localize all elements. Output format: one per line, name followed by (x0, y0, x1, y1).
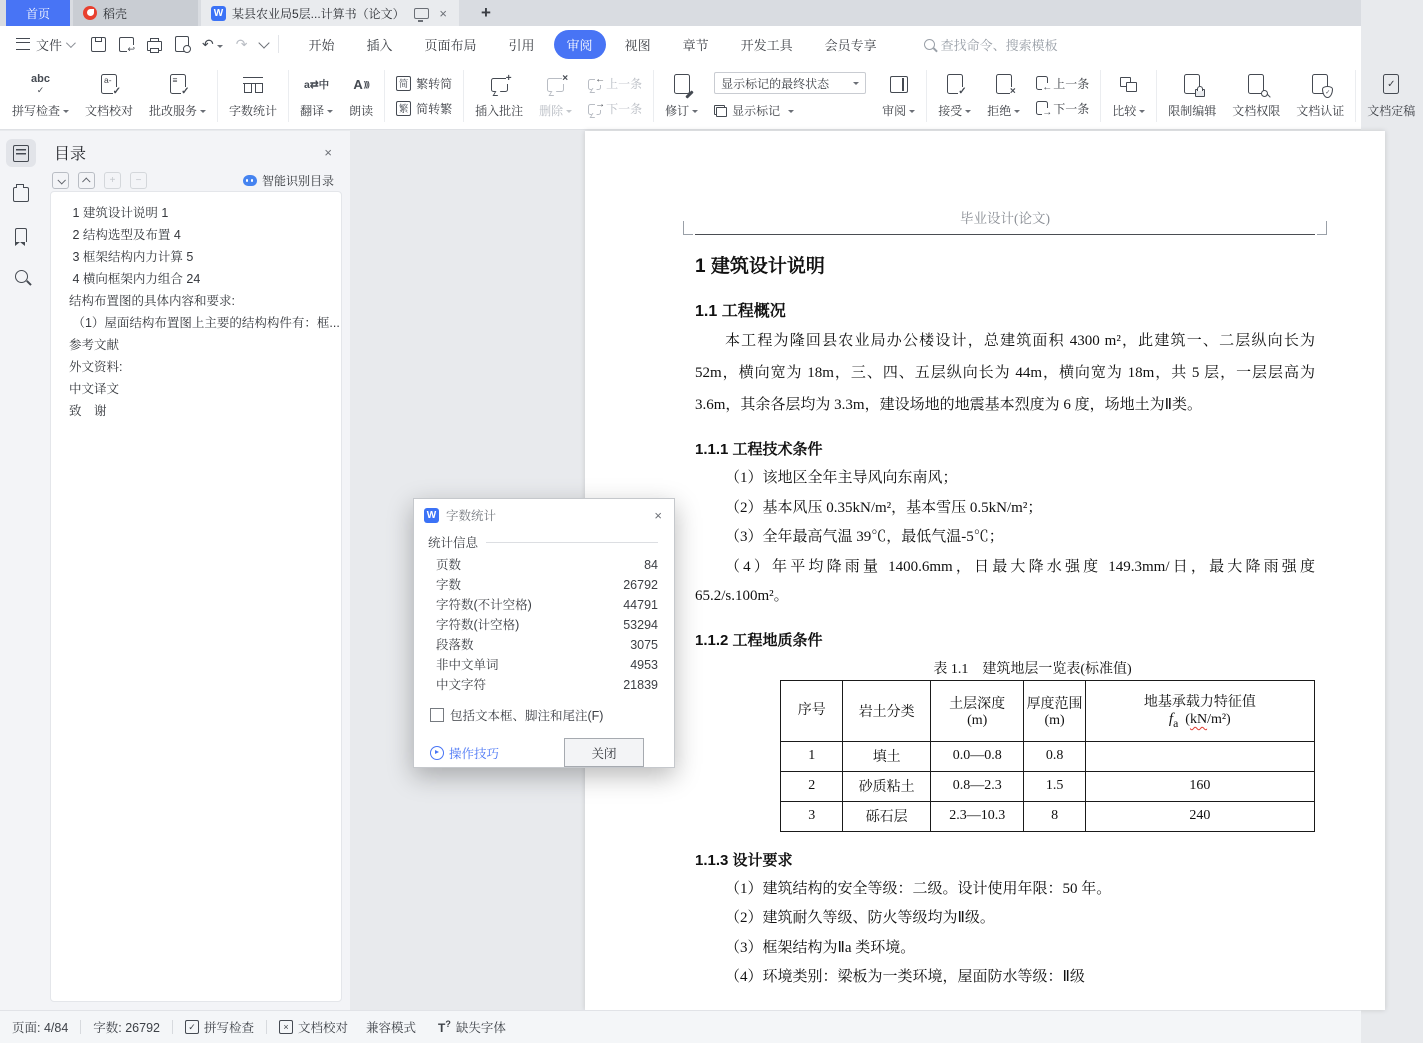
reject-change-icon: × (996, 74, 1012, 94)
toc-item[interactable]: 参考文献 (69, 338, 120, 352)
redo-icon: ↷ (235, 36, 248, 52)
review-service-button[interactable]: ≡ ✓ 批改服务 (141, 67, 214, 125)
compare-button[interactable]: 比较 (1104, 67, 1153, 125)
stat-row (428, 555, 658, 575)
comment-prev-icon: ← (588, 79, 601, 90)
toc-item[interactable]: （1）屋面结构布置图上主要的结构构件有：框... (69, 316, 340, 330)
accept-change-icon: ✓ (947, 74, 963, 94)
read-aloud-icon: A ))) (353, 76, 369, 92)
rail-outline-button[interactable] (6, 180, 36, 208)
stat-label: 字符数(计空格) (436, 618, 520, 632)
toc-item[interactable]: 结构布置图的具体内容和要求: (69, 294, 235, 308)
document-page[interactable] (585, 131, 1385, 1010)
docer-icon (83, 6, 97, 20)
outline-pane-icon (13, 187, 29, 202)
stat-label: 字符数(不计空格) (436, 598, 532, 612)
undo-icon[interactable]: ↶ (202, 37, 223, 51)
toc-item[interactable]: 3 框架结构内力计算 5 (69, 250, 194, 264)
overview-paragraph[interactable]: 本工程为隆回县农业局办公楼设计，总建筑面积 4300 m²，此建筑一、二层纵向长为 52m，横向宽为 18m，三、四、五层纵向长为 44m，横向宽为 18m，共 5 层，一层层高为 3.6m，其余各层均为 3.3m，建设场地的地震基本烈度为 6 度，场地土为Ⅱ类。 (695, 333, 1315, 413)
export-icon[interactable] (119, 37, 134, 52)
stat-row (428, 615, 658, 635)
show-markup-icon (714, 105, 727, 117)
change-prev-icon: ← (1036, 76, 1048, 90)
toc-expand-all-button[interactable] (52, 172, 69, 189)
close-tab-icon[interactable]: × (439, 5, 447, 21)
stat-row (428, 655, 658, 675)
toc-item[interactable]: 致 谢 (69, 404, 107, 418)
menu-tab-section[interactable]: 章节 (682, 37, 709, 53)
stat-row (428, 675, 658, 695)
print-icon[interactable] (147, 41, 162, 51)
menu-tab-start[interactable]: 开始 (308, 37, 335, 53)
rail-bookmark-button[interactable] (6, 221, 36, 249)
tech-condition-list (695, 464, 1315, 612)
restrict-edit-button[interactable]: 限制编辑 (1160, 67, 1224, 125)
toc-item[interactable]: 2 结构选型及布置 4 (69, 228, 181, 242)
accept-button[interactable]: ✓ 接受 (930, 67, 979, 125)
ai-icon (243, 175, 257, 186)
toc-panel (42, 131, 348, 1010)
heading-1-1-3[interactable]: 1.1.3 设计要求 (695, 851, 793, 869)
page-indicator[interactable]: 页面: 4/84 (12, 1021, 69, 1035)
heading-1-1[interactable]: 1.1 工程概况 (695, 303, 786, 320)
comment-next-icon: → (588, 104, 601, 115)
stats-section-label: 统计信息 (428, 536, 479, 550)
show-markup-button[interactable]: 显示标记 (714, 102, 866, 119)
word-count-button[interactable]: 字数统计 (221, 67, 285, 125)
stat-value: 3075 (630, 638, 658, 652)
menu-tab-insert[interactable]: 插入 (366, 37, 393, 53)
x-icon: × (279, 1020, 293, 1034)
side-rail (0, 131, 42, 1010)
stat-label: 中文字符 (436, 678, 487, 692)
close-button[interactable]: 关闭 (564, 738, 644, 767)
simp-to-trad-button[interactable]: 繁 简转繁 (396, 100, 452, 117)
rail-search-button[interactable] (6, 262, 36, 290)
toc-item[interactable]: 中文译文 (69, 382, 120, 396)
stat-value: 4953 (630, 658, 658, 672)
stat-value: 44791 (623, 598, 658, 612)
menu-tab-review[interactable]: 审阅 (554, 30, 606, 59)
search-icon (15, 270, 28, 283)
stats-list (428, 555, 658, 695)
design-requirement-list (695, 875, 1315, 993)
doc-proof-toggle[interactable]: × 文档校对 (279, 1018, 348, 1036)
page-header: 毕业设计(论文) (695, 207, 1315, 235)
table-row[interactable]: 3 砾石层 2.3—10.3 8 240 (781, 801, 1315, 831)
dialog-close-icon[interactable]: × (654, 507, 662, 523)
toc-collapse-all-button[interactable] (78, 172, 95, 189)
track-changes-icon (674, 74, 690, 94)
heading-1[interactable]: 1 建筑设计说明 (695, 256, 825, 277)
play-icon (430, 746, 444, 760)
toc-item[interactable]: 1 建筑设计说明 1 (69, 206, 169, 220)
list-item[interactable]: （2）基本风压 0.35kN/m²，基本雪压 0.5kN/m²； (725, 499, 1043, 516)
prev-comment-button: ← 上一条 (588, 75, 642, 92)
insert-comment-button[interactable]: + 插入批注 (475, 73, 524, 118)
menu-tab-membership[interactable]: 会员专享 (824, 37, 877, 53)
stat-row (428, 575, 658, 595)
missing-font-indicator[interactable]: T? 缺失字体 (438, 1019, 506, 1035)
search-icon (924, 39, 935, 50)
spellcheck-icon: abc ✓ (31, 72, 50, 95)
doc-permission-button[interactable]: 文档权限 (1224, 67, 1288, 125)
monitor-icon[interactable] (414, 8, 429, 19)
comment-delete-icon: × (547, 78, 564, 92)
toc-list (50, 191, 342, 1002)
list-item[interactable]: （1）建筑结构的安全等级：二级。设计使用年限：50 年。 (725, 880, 1112, 897)
doc-proof-button[interactable]: a- ✓ 文档校对 (85, 75, 134, 118)
list-item[interactable]: （1）该地区全年主导风向东南风； (725, 470, 958, 486)
toc-zoom-in-button[interactable]: + (104, 172, 121, 189)
word-count-icon (243, 75, 263, 93)
file-menu-chevron-icon[interactable] (66, 38, 76, 48)
table-caption[interactable]: 表 1.1 建筑地层一览表(标准值) (933, 661, 1132, 677)
spell-check-button[interactable]: abc ✓ 拼写检查 (4, 67, 77, 125)
doc-check-icon: ✓ (1383, 74, 1399, 94)
delete-comment-button: × 删除 (531, 67, 580, 125)
left-zone (0, 131, 350, 1010)
tab-home[interactable]: 首页 (6, 0, 70, 26)
change-next-icon: → (1036, 101, 1048, 115)
command-search[interactable]: 查找命令、搜索模板 (924, 35, 1058, 54)
list-item[interactable]: （4）环境类别：梁板为一类环境，屋面防水等级：Ⅱ级 (725, 969, 1085, 985)
smart-toc-button[interactable]: 智能识别目录 (243, 172, 334, 189)
list-item[interactable]: （2）建筑耐久等级、防火等级均为Ⅱ级。 (725, 910, 995, 926)
toc-panel-title: 目录 (54, 146, 87, 163)
tab-document[interactable]: W 某县农业局5层...计算书（论文） × (201, 0, 459, 26)
check-icon: ✓ (185, 1020, 199, 1034)
stat-label: 字数 (436, 578, 462, 592)
doc-proof-icon: a- ✓ (101, 74, 117, 94)
print-preview-icon[interactable] (175, 36, 189, 52)
review-ribbon (0, 62, 1416, 130)
list-item[interactable]: （4）年平均降雨量 1400.6mm，日最大降水强度 149.3mm/日，最大降雨强度 65.2/s.100m²。 (695, 558, 1315, 604)
stat-value: 84 (644, 558, 658, 572)
new-tab-button[interactable]: + (481, 3, 491, 22)
dialog-title-bar[interactable] (414, 499, 674, 531)
translate-button[interactable]: a⇄中 翻译 (292, 67, 341, 125)
prev-change-button[interactable]: ← 上一条 (1036, 75, 1089, 92)
toc-close-icon[interactable]: × (324, 145, 332, 160)
toc-icon (13, 145, 29, 162)
col-depth[interactable]: 土层深度 (m) (930, 680, 1024, 741)
reject-button[interactable]: × 拒绝 (979, 67, 1028, 125)
stat-label: 页数 (436, 558, 462, 572)
comment-plus-icon: + (491, 78, 508, 92)
compat-mode-indicator[interactable]: 兼容模式 (366, 1021, 417, 1035)
trad-to-simp-button[interactable]: 简 繁转简 (396, 75, 452, 92)
table-row[interactable]: 2 砂质粘土 0.8—2.3 1.5 160 (781, 771, 1315, 801)
spell-check-toggle[interactable]: ✓ 拼写检查 (185, 1018, 254, 1036)
tips-link[interactable]: 操作技巧 (430, 744, 499, 762)
toc-zoom-out-button[interactable]: − (130, 172, 147, 189)
read-aloud-button[interactable]: A ))) 朗读 (349, 76, 374, 118)
shield-icon: ✓ (1312, 74, 1328, 94)
bookmark-icon (15, 228, 27, 242)
stat-label: 非中文单词 (436, 658, 499, 672)
doc-certify-button[interactable]: ✓ 文档认证 (1288, 67, 1352, 125)
translate-icon: a⇄中 (304, 78, 330, 91)
stat-row (428, 635, 658, 655)
wps-writer-icon: W (211, 6, 226, 21)
review-pane-button[interactable]: 审阅 (874, 67, 923, 125)
doc-finalize-button[interactable]: ✓ 文档定稿 (1359, 67, 1423, 125)
review-pane-icon (890, 76, 908, 93)
file-menu[interactable]: 文件 (36, 37, 63, 53)
simplified-char-icon: 简 (396, 76, 411, 91)
stat-value: 53294 (623, 618, 658, 632)
word-count-dialog (413, 498, 675, 768)
stat-value: 21839 (623, 678, 658, 692)
hamburger-icon[interactable] (16, 38, 30, 50)
missing-font-icon: T? (438, 1019, 451, 1035)
heading-1-1-1[interactable]: 1.1.1 工程技术条件 (695, 441, 823, 458)
markup-state-dropdown[interactable]: 显示标记的最终状态 (714, 72, 866, 94)
col-soil-type[interactable]: 岩土分类 (843, 680, 930, 741)
track-changes-button[interactable]: 修订 (657, 67, 706, 125)
stat-value: 26792 (623, 578, 658, 592)
menu-tab-references[interactable]: 引用 (508, 37, 535, 53)
rail-toc-button[interactable] (6, 139, 36, 167)
list-item[interactable]: （3）全年最高气温 39℃，最低气温-5℃； (725, 529, 1004, 545)
window-tab-bar (0, 0, 1361, 26)
lock-icon (1184, 74, 1200, 94)
traditional-char-icon: 繁 (396, 101, 411, 116)
menu-tab-page-layout[interactable]: 页面布局 (424, 37, 477, 53)
col-bearing[interactable]: 地基承载力特征值 $f_a$ (kN/m²) (1085, 680, 1314, 741)
menu-tabs (295, 30, 889, 59)
menu-bar (0, 26, 1361, 62)
list-item[interactable]: （3）框架结构为Ⅱa 类环境。 (725, 939, 916, 956)
col-thickness[interactable]: 厚度范围 (m) (1024, 680, 1085, 741)
word-count-indicator[interactable]: 字数: 26792 (93, 1021, 160, 1035)
compare-icon (1120, 77, 1137, 92)
menu-tab-view[interactable]: 视图 (624, 37, 651, 53)
status-bar (0, 1010, 1361, 1043)
review-service-icon: ≡ ✓ (170, 74, 186, 94)
toc-item[interactable]: 4 横向框架内力组合 24 (69, 272, 201, 286)
checkbox-icon[interactable] (430, 708, 444, 722)
menu-tab-dev-tools[interactable]: 开发工具 (740, 37, 793, 53)
more-tools-chevron-icon[interactable] (259, 37, 270, 48)
table-row[interactable]: 1 填土 0.0—0.8 0.8 (781, 741, 1315, 771)
stat-label: 段落数 (436, 638, 474, 652)
dialog-title: 字数统计 (446, 509, 497, 523)
col-seq[interactable]: 序号 (781, 680, 843, 741)
wps-writer-icon: W (424, 508, 439, 523)
soil-layer-table[interactable] (780, 680, 1315, 832)
include-textbox-checkbox[interactable]: 包括文本框、脚注和尾注(F) (430, 706, 658, 724)
key-icon (1248, 74, 1264, 94)
next-comment-button: → 下一条 (588, 100, 642, 117)
toc-item[interactable]: 外文资料: (69, 360, 123, 374)
table-header-row[interactable] (781, 680, 1315, 741)
save-icon[interactable] (91, 37, 106, 52)
tab-docer[interactable]: 稻壳 (73, 0, 198, 26)
next-change-button[interactable]: → 下一条 (1036, 100, 1089, 117)
stat-row (428, 595, 658, 615)
heading-1-1-2[interactable]: 1.1.2 工程地质条件 (695, 631, 823, 649)
